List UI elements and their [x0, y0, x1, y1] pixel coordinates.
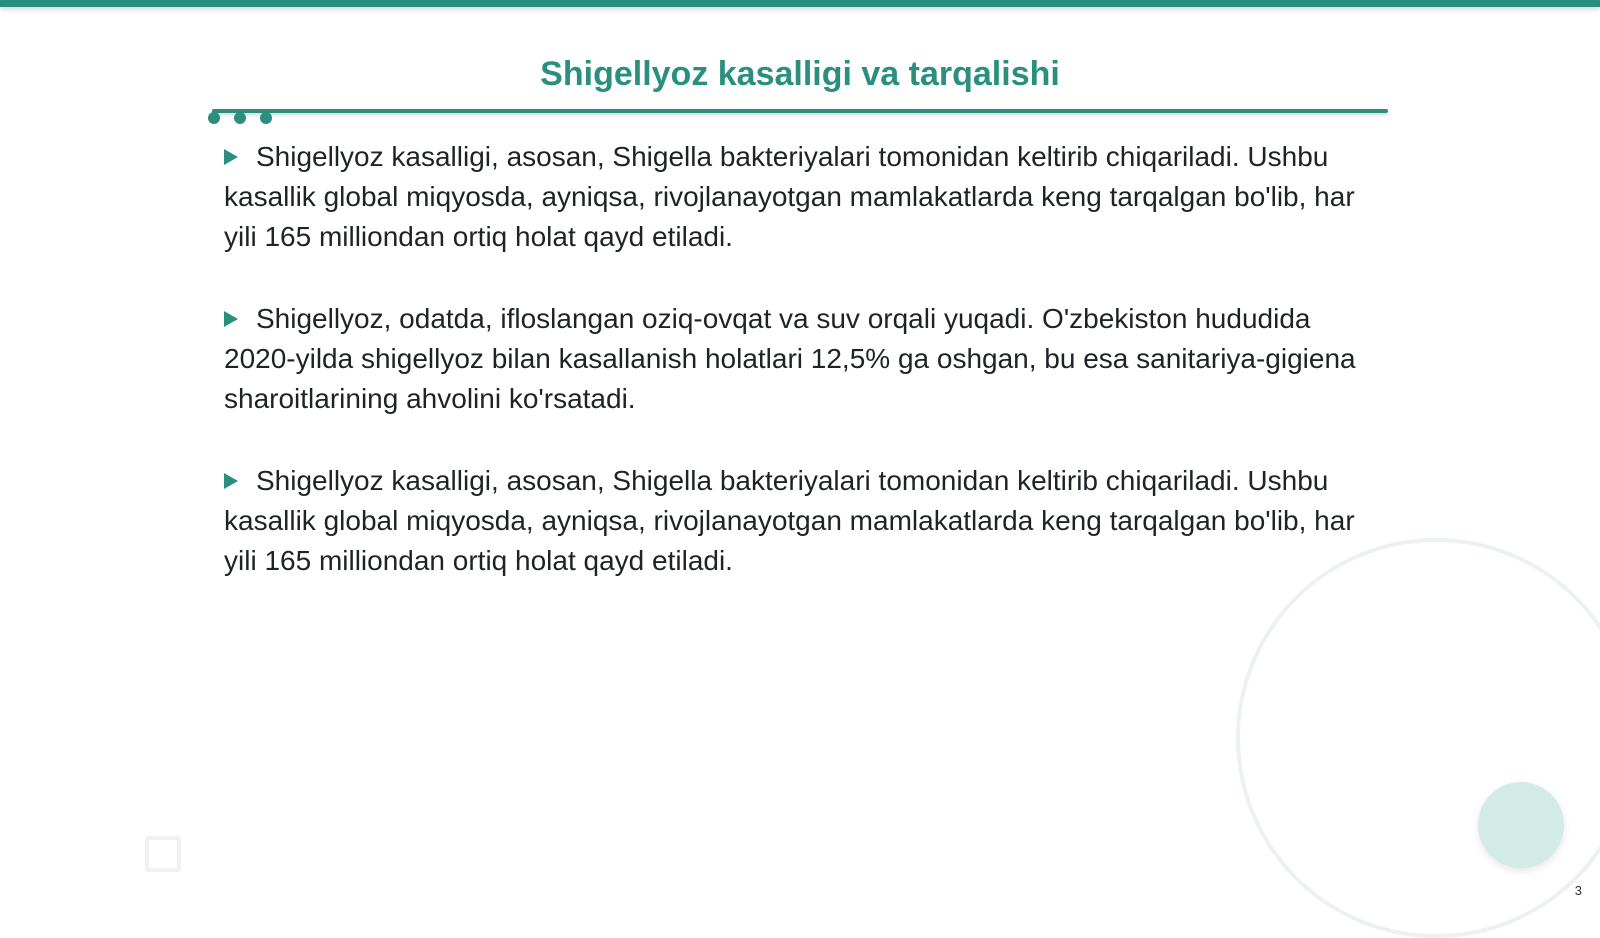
triangle-arrow-icon [224, 149, 238, 165]
top-accent-bar [0, 0, 1600, 7]
bullet-text: Shigellyoz kasalligi, asosan, Shigella bakteriyalari tomonidan keltirib chiqariladi. Ushbu kasallik global miqyosda, ayniqsa, rivojlanayotgan mamlakatlarda keng tarqalgan bo'lib, har yili 165 milliondan ortiq holat qayd etiladi. [224, 465, 1355, 576]
bullet-item [224, 461, 1364, 581]
bullet-text: Shigellyoz kasalligi, asosan, Shigella bakteriyalari tomonidan keltirib chiqariladi. Ushbu kasallik global miqyosda, ayniqsa, rivojlanayotgan mamlakatlarda keng tarqalgan bo'lib, har yili 165 milliondan ortiq holat qayd etiladi. [224, 141, 1355, 252]
decorative-square [145, 836, 181, 872]
bullet-item [224, 137, 1364, 257]
underline-dot [260, 112, 272, 124]
underline-dot [234, 112, 246, 124]
bullet-list [224, 137, 1364, 623]
decorative-disc [1478, 782, 1564, 868]
triangle-arrow-icon [224, 311, 238, 327]
triangle-arrow-icon [224, 473, 238, 489]
underline-dot [208, 112, 220, 124]
bullet-item [224, 299, 1364, 419]
slide-title: Shigellyoz kasalligi va tarqalishi [540, 55, 1060, 93]
bullet-text: Shigellyoz, odatda, ifloslangan oziq-ovqat va suv orqali yuqadi. O'zbekiston hududida 2020-yilda shigellyoz bilan kasallanish holatlari 12,5% ga oshgan, bu esa sanitariya-gigiena sharoitlarining ahvolini ko'rsatadi. [224, 303, 1356, 414]
page-number: 3 [1574, 883, 1582, 898]
title-underline [212, 109, 1388, 113]
